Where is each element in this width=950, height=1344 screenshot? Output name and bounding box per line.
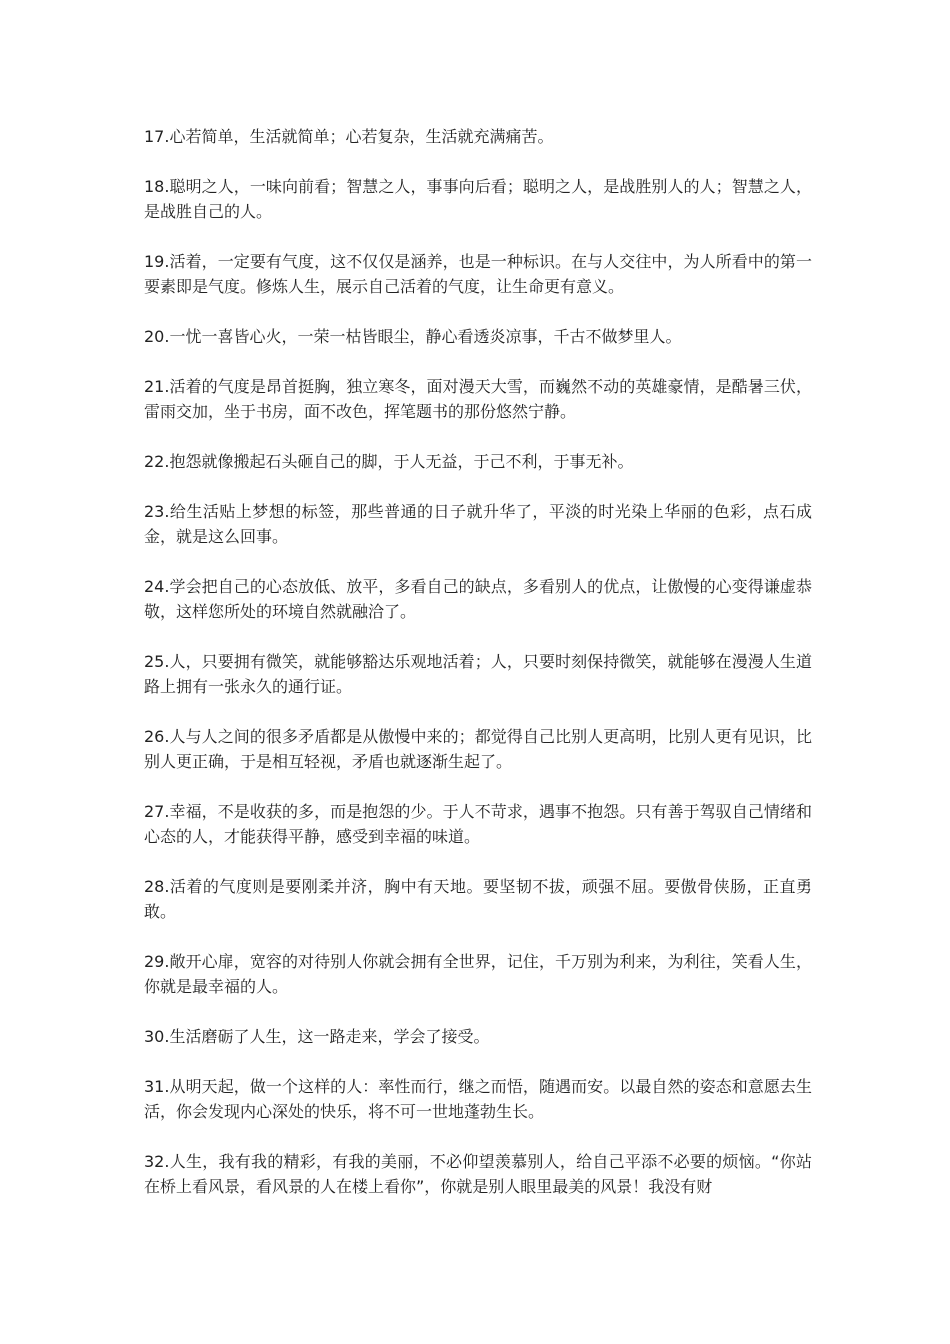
paragraph-32: 32.人生，我有我的精彩，有我的美丽，不必仰望羡慕别人，给自己平添不必要的烦恼。“你站在桥上看风景，看风景的人在楼上看你”，你就是别人眼里最美的风景！我没有财	[144, 1152, 812, 1196]
paragraph-30: 30.生活磨砺了人生，这一路走来，学会了接受。	[144, 1027, 490, 1046]
paragraph-26: 26.人与人之间的很多矛盾都是从傲慢中来的；都觉得自己比别人更高明，比别人更有见识，比别人更正确，于是相互轻视，矛盾也就逐渐生起了。	[144, 727, 812, 771]
paragraph-21: 21.活着的气度是昂首挺胸，独立寒冬，面对漫天大雪，而巍然不动的英雄豪情，是酷暑三伏，雷雨交加，坐于书房，面不改色，挥笔题书的那份悠然宁静。	[144, 377, 812, 421]
paragraph-29: 29.敞开心扉，宽容的对待别人你就会拥有全世界，记住，千万别为利来，为利往，笑看人生，你就是最幸福的人。	[144, 952, 812, 996]
paragraph-22: 22.抱怨就像搬起石头砸自己的脚，于人无益，于己不利，于事无补。	[144, 452, 634, 471]
paragraph-20: 20.一忧一喜皆心火，一荣一枯皆眼尘，静心看透炎凉事，千古不做梦里人。	[144, 327, 682, 346]
paragraph-25: 25.人，只要拥有微笑，就能够豁达乐观地活着；人，只要时刻保持微笑，就能够在漫漫人生道路上拥有一张永久的通行证。	[144, 652, 812, 696]
paragraph-31: 31.从明天起，做一个这样的人：率性而行，继之而悟，随遇而安。以最自然的姿态和意愿去生活，你会发现内心深处的快乐，将不可一世地蓬勃生长。	[144, 1077, 812, 1121]
paragraph-24: 24.学会把自己的心态放低、放平，多看自己的缺点，多看别人的优点，让傲慢的心变得谦虚恭敬，这样您所处的环境自然就融洽了。	[144, 577, 812, 621]
document-body	[144, 124, 812, 1224]
paragraph-17: 17.心若简单，生活就简单；心若复杂，生活就充满痛苦。	[144, 127, 554, 146]
paragraph-28: 28.活着的气度则是要刚柔并济，胸中有天地。要坚韧不拔，顽强不屈。要傲骨侠肠，正直勇敢。	[144, 877, 812, 921]
paragraph-18: 18.聪明之人，一味向前看；智慧之人，事事向后看；聪明之人，是战胜别人的人；智慧之人，是战胜自己的人。	[144, 177, 812, 221]
paragraph-19: 19.活着，一定要有气度，这不仅仅是涵养，也是一种标识。在与人交往中，为人所看中的第一要素即是气度。修炼人生，展示自己活着的气度，让生命更有意义。	[144, 252, 812, 296]
paragraph-27: 27.幸福，不是收获的多，而是抱怨的少。于人不苛求，遇事不抱怨。只有善于驾驭自己情绪和心态的人，才能获得平静，感受到幸福的味道。	[144, 802, 812, 846]
paragraph-23: 23.给生活贴上梦想的标签，那些普通的日子就升华了，平淡的时光染上华丽的色彩，点石成金，就是这么回事。	[144, 502, 812, 546]
